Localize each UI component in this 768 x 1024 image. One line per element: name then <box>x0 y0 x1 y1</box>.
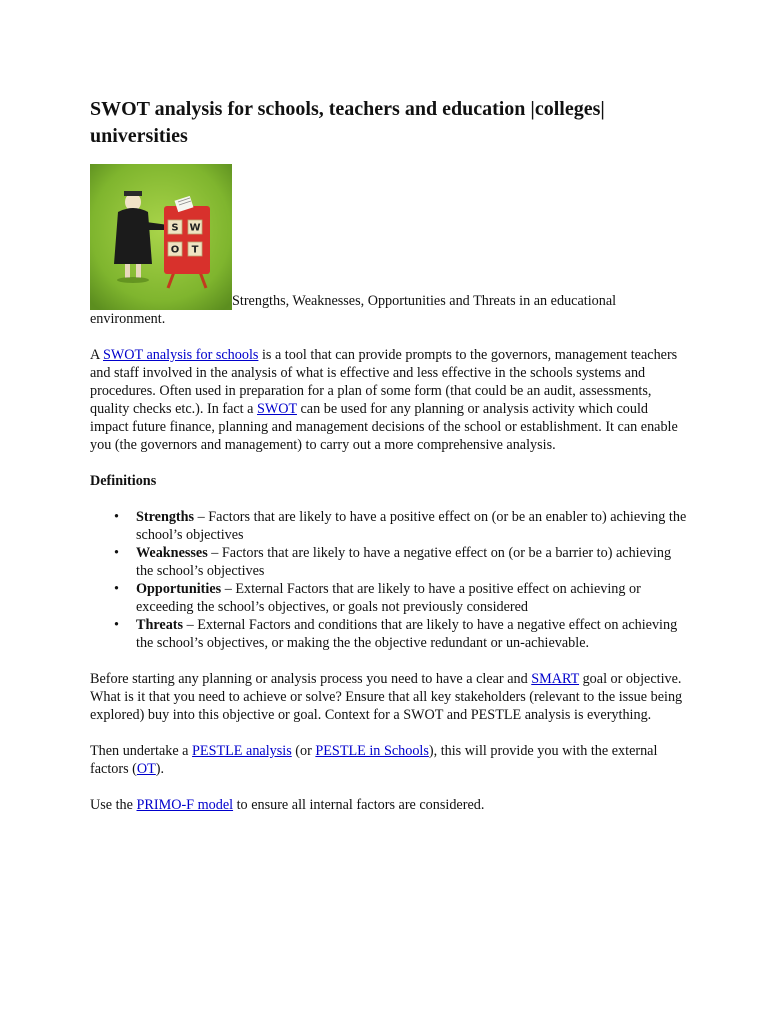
board-letter-t: T <box>191 244 199 256</box>
bullet-icon: • <box>114 509 119 525</box>
document-page <box>90 96 690 814</box>
image-caption: Strengths, Weaknesses, Opportunities and Threats in an educational environment. <box>90 293 617 327</box>
definitions-heading: Definitions <box>90 473 157 489</box>
board-letter-w: W <box>189 222 201 234</box>
image-caption-line <box>90 164 690 328</box>
list-item-opportunities: • Opportunities – External Factors that are likely to have a positive effect on achieving or exceeding the school’s objectives, or goals not previously considered <box>114 581 641 615</box>
definitions-list <box>90 508 690 652</box>
list-item-threats: • Threats – External Factors and conditions that are likely to have a negative effect on achieving the school’s objectives, or making the the objective redundant or un-achievable. <box>114 617 678 651</box>
link-pestle-in-schools[interactable]: PESTLE in Schools <box>315 743 429 759</box>
link-swot-analysis-for-schools[interactable]: SWOT analysis for schools <box>103 347 259 363</box>
bullet-icon: • <box>114 617 119 633</box>
paragraph-pestle: Then undertake a PESTLE analysis (or PESTLE in Schools), this will provide you with the external factors (OT). <box>90 743 658 777</box>
board-letter-s: S <box>171 222 179 234</box>
bullet-icon: • <box>114 545 119 561</box>
paragraph-swot-intro: A SWOT analysis for schools is a tool that can provide prompts to the governors, management teachers and staff involved in the analysis of what is effective and less effective in the schools systems and procedures. Often used in preparation for a plan of some form (that could be an audit, assessments, quality checks etc.). In fact a SWOT can be used for any planning or analysis activity which could impact future finance, planning and management decisions of the school or establishment. It can enable you (the governors and management) to carry out a more comprehensive analysis. <box>90 347 678 453</box>
link-swot[interactable]: SWOT <box>257 401 297 417</box>
link-ot[interactable]: OT <box>136 761 156 777</box>
paragraph-smart-goal: Before starting any planning or analysis process you need to have a clear and SMART goal or objective. What is it that you need to achieve or solve? Ensure that all key stakeholders (relevant to the issue being explored) buy into this objective or goal. Context for a SWOT and PESTLE analysis is everything. <box>90 671 683 723</box>
page-title: SWOT analysis for schools, teachers and education |colleges| universities <box>90 98 605 147</box>
board-letter-o: O <box>170 244 180 256</box>
paragraph-primo-f: Use the PRIMO-F model to ensure all internal factors are considered. <box>90 797 485 813</box>
swot-board-image <box>90 164 232 310</box>
list-item-strengths: • Strengths – Factors that are likely to have a positive effect on (or be an enabler to) achieving the school’s objectives <box>114 509 687 543</box>
link-primo-f-model[interactable]: PRIMO-F model <box>136 797 234 813</box>
list-item-weaknesses: • Weaknesses – Factors that are likely to have a negative effect on (or be a barrier to) achieving the school’s objectives <box>114 545 672 579</box>
link-smart[interactable]: SMART <box>531 671 580 687</box>
bullet-icon: • <box>114 581 119 597</box>
link-pestle-analysis[interactable]: PESTLE analysis <box>192 743 292 759</box>
